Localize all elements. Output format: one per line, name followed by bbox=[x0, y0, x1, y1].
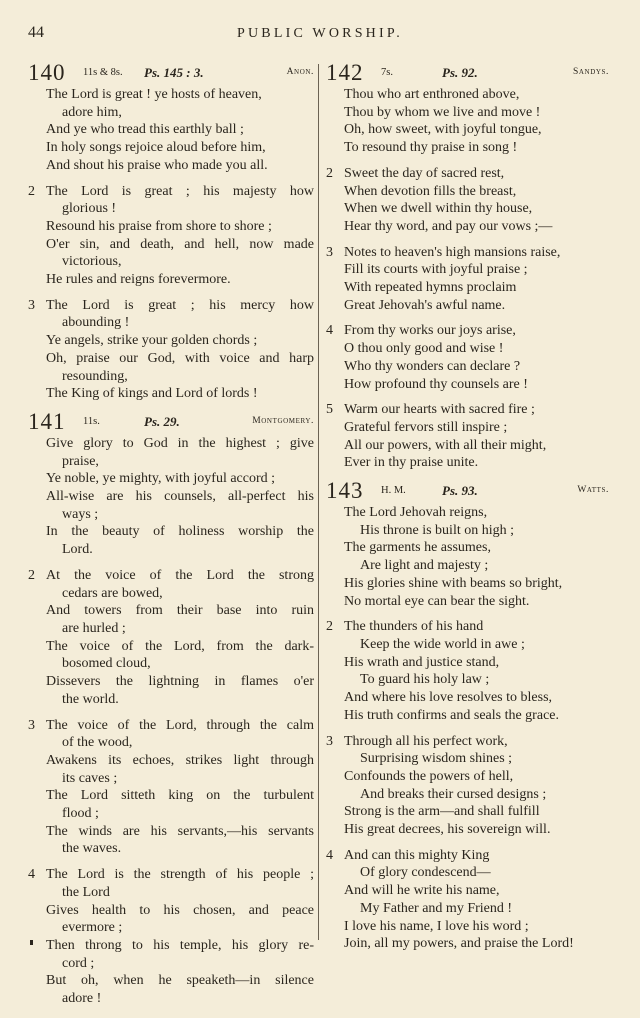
stanza-number: 4 bbox=[326, 323, 333, 339]
verse-line: Oh, how sweet, with joyful tongue, bbox=[344, 122, 542, 138]
verse-line: I love his name, I love his word ; bbox=[344, 918, 529, 934]
verse-line: The Lord is great ! ye hosts of heaven, bbox=[46, 87, 262, 102]
verse-line: To guard his holy law ; bbox=[360, 672, 490, 688]
stanza-number: 3 bbox=[326, 733, 333, 749]
hymn bbox=[326, 60, 609, 472]
verse-line: All-wise are his counsels, all-perfect his bbox=[46, 489, 314, 505]
verse-line: And breaks their cursed designs ; bbox=[360, 786, 547, 802]
verse-line: In holy songs rejoice aloud before him, bbox=[46, 140, 266, 156]
stanza-number: 3 bbox=[326, 244, 333, 260]
verse-line: victorious, bbox=[62, 254, 122, 270]
verse-line: The voice of the Lord, from the dark- bbox=[46, 638, 314, 654]
verse-line: The Lord is great ; his mercy how bbox=[46, 297, 314, 313]
verse-line: Dissevers the lightning in flames o'er bbox=[46, 674, 314, 690]
hymn-number: 140 bbox=[28, 60, 66, 85]
verse-line: In the beauty of holiness worship the bbox=[46, 524, 314, 540]
verse-line: When we dwell within thy house, bbox=[344, 201, 533, 217]
verse-line: Notes to heaven's high mansions raise, bbox=[344, 244, 561, 260]
verse-line: And where his love resolves to bless, bbox=[344, 690, 553, 706]
scripture-reference: Ps. 29. bbox=[144, 413, 180, 429]
hymn-heading bbox=[28, 60, 314, 85]
verse-line: Keep the wide world in awe ; bbox=[360, 636, 525, 652]
verse-line: Fill its courts with joyful praise ; bbox=[344, 262, 528, 278]
hymn-number: 142 bbox=[326, 60, 364, 85]
verse-line: are hurled ; bbox=[62, 620, 126, 636]
verse-line: Oh, praise our God, with voice and harp bbox=[46, 350, 314, 366]
stanza bbox=[326, 165, 609, 236]
stanza bbox=[28, 183, 314, 289]
verse-line: O'er sin, and death, and hell, now made bbox=[46, 236, 314, 252]
verse-line: The King of kings and Lord of lords ! bbox=[46, 386, 258, 402]
verse-line: Thou who art enthroned above, bbox=[344, 87, 520, 102]
stanza-number: 2 bbox=[326, 619, 333, 635]
hymn-author: Montgomery. bbox=[252, 415, 314, 426]
verse-line: Great Jehovah's awful name. bbox=[344, 297, 506, 313]
verse-line: From thy works our joys arise, bbox=[344, 323, 516, 339]
hymn-meter: H. M. bbox=[381, 485, 406, 497]
verse-line: His glories shine with beams so bright, bbox=[344, 575, 563, 591]
margin-mark bbox=[30, 940, 33, 945]
page-header bbox=[28, 24, 612, 44]
stanza bbox=[326, 504, 609, 610]
verse-line: Who thy wonders can declare ? bbox=[344, 358, 521, 374]
verse-line: No mortal eye can bear the sight. bbox=[344, 593, 530, 609]
verse-line: His wrath and justice stand, bbox=[344, 654, 500, 670]
stanza bbox=[28, 567, 314, 709]
verse-line: bosomed cloud, bbox=[62, 656, 151, 672]
verse-line: Are light and majesty ; bbox=[360, 558, 489, 574]
verse-line: His truth confirms and seals the grace. bbox=[344, 707, 559, 723]
stanza bbox=[326, 86, 609, 157]
hymn-meter: 11s. bbox=[83, 415, 100, 427]
scripture-reference: Ps. 93. bbox=[442, 483, 478, 499]
verse-line: the waves. bbox=[62, 841, 122, 857]
verse-line: Through all his perfect work, bbox=[344, 733, 508, 749]
verse-line: At the voice of the Lord the strong bbox=[46, 567, 314, 583]
verse-line: Resound his praise from shore to shore ; bbox=[46, 218, 272, 234]
verse-line: Hear thy word, and pay our vows ;— bbox=[344, 218, 553, 234]
verse-line: Confounds the powers of hell, bbox=[344, 768, 514, 784]
verse-line: The thunders of his hand bbox=[344, 619, 484, 635]
verse-line: ways ; bbox=[62, 506, 99, 522]
verse-line: Give glory to God in the highest ; give bbox=[46, 435, 314, 451]
hymn bbox=[326, 478, 609, 953]
verse-line: Surprising wisdom shines ; bbox=[360, 751, 513, 767]
verse-line: Lord. bbox=[62, 542, 93, 558]
page-number: 44 bbox=[28, 24, 44, 41]
hymn-meter: 11s & 8s. bbox=[83, 67, 123, 78]
verse-line: The Lord is the strength of his people ; bbox=[46, 867, 314, 883]
verse-line: And shout his praise who made you all. bbox=[46, 157, 268, 173]
verse-line: Of glory condescend— bbox=[360, 865, 491, 881]
verse-line: O thou only good and wise ! bbox=[344, 341, 504, 357]
hymn-number: 143 bbox=[326, 478, 364, 504]
verse-line: The Lord is great ; his majesty how bbox=[46, 183, 314, 199]
verse-line: All our powers, with all their might, bbox=[344, 437, 547, 453]
verse-line: Ye noble, ye mighty, with joyful accord ; bbox=[46, 471, 276, 487]
verse-line: The Lord sitteth king on the turbulent bbox=[46, 788, 314, 804]
hymn-heading bbox=[28, 408, 314, 434]
stanza bbox=[28, 717, 314, 859]
stanza bbox=[326, 847, 609, 953]
verse-line: cedars are bowed, bbox=[62, 585, 163, 601]
verse-line: abounding ! bbox=[62, 315, 130, 331]
verse-line: His great decrees, his sovereign will. bbox=[344, 822, 551, 838]
stanza-number: 5 bbox=[326, 402, 333, 418]
scripture-reference: Ps. 92. bbox=[442, 65, 478, 80]
running-head: PUBLIC WORSHIP. bbox=[237, 26, 403, 41]
stanza-number: 3 bbox=[28, 717, 35, 733]
verse-line: flood ; bbox=[62, 806, 99, 822]
stanza-number: 2 bbox=[28, 183, 35, 199]
stanza bbox=[28, 297, 314, 403]
verse-line: When devotion fills the breast, bbox=[344, 183, 517, 199]
stanza bbox=[326, 401, 609, 472]
hymn bbox=[28, 408, 314, 1008]
stanza bbox=[326, 733, 609, 839]
verse-line: But oh, when he speaketh—in silence bbox=[46, 973, 314, 989]
verse-line: How profound thy counsels are ! bbox=[344, 376, 528, 392]
verse-line: Ever in thy praise unite. bbox=[344, 455, 479, 471]
verse-line: adore him, bbox=[62, 104, 122, 120]
verse-line: The voice of the Lord, through the calm bbox=[46, 717, 314, 733]
stanza bbox=[326, 322, 609, 393]
verse-line: cord ; bbox=[62, 955, 95, 971]
verse-line: glorious ! bbox=[62, 201, 117, 217]
verse-line: Ye angels, strike your golden chords ; bbox=[46, 333, 258, 349]
verse-line: My Father and my Friend ! bbox=[360, 900, 513, 916]
hymn bbox=[28, 60, 314, 403]
hymn-heading bbox=[326, 60, 609, 85]
hymn-author: Anon. bbox=[286, 67, 314, 77]
stanza bbox=[326, 618, 609, 724]
verse-line: Strong is the arm—and shall fulfill bbox=[344, 804, 540, 820]
stanza bbox=[326, 244, 609, 315]
verse-line: resounding, bbox=[62, 368, 128, 384]
verse-line: the Lord bbox=[62, 884, 110, 900]
stanza-number: 4 bbox=[28, 867, 35, 883]
verse-line: Grateful fervors still inspire ; bbox=[344, 419, 508, 435]
scripture-reference: Ps. 145 : 3. bbox=[144, 65, 204, 80]
stanza-number: 2 bbox=[326, 165, 333, 181]
left-column bbox=[28, 60, 314, 1018]
verse-line: The winds are his servants,—his servants bbox=[46, 823, 314, 839]
hymn-author: Sandys. bbox=[573, 67, 609, 77]
verse-line: And towers from their base into ruin bbox=[46, 603, 314, 619]
verse-line: To resound thy praise in song ! bbox=[344, 140, 518, 156]
verse-line: Sweet the day of sacred rest, bbox=[344, 165, 505, 181]
stanza-number: 2 bbox=[28, 567, 35, 583]
verse-line: its caves ; bbox=[62, 770, 118, 786]
stanza-number: 4 bbox=[326, 847, 333, 863]
verse-line: evermore ; bbox=[62, 920, 123, 936]
verse-line: The garments he assumes, bbox=[344, 540, 491, 556]
verse-line: Then throng to his temple, his glory re- bbox=[46, 937, 314, 953]
column-divider bbox=[318, 64, 319, 940]
verse-line: the world. bbox=[62, 691, 119, 707]
right-column bbox=[326, 60, 609, 963]
verse-line: Awakens its echoes, strikes light through bbox=[46, 752, 314, 768]
verse-line: The Lord Jehovah reigns, bbox=[344, 505, 488, 521]
stanza bbox=[28, 866, 314, 1008]
verse-line: Gives health to his chosen, and peace bbox=[46, 902, 314, 918]
stanza bbox=[28, 86, 314, 175]
stanza-number: 3 bbox=[28, 297, 35, 313]
verse-line: Warm our hearts with sacred fire ; bbox=[344, 402, 535, 418]
hymn-meter: 7s. bbox=[381, 67, 393, 78]
verse-line: And ye who tread this earthly ball ; bbox=[46, 122, 244, 138]
verse-line: And can this mighty King bbox=[344, 847, 490, 863]
verse-line: praise, bbox=[62, 453, 99, 469]
verse-line: And will he write his name, bbox=[344, 883, 500, 899]
hymn-author: Watts. bbox=[577, 485, 609, 496]
verse-line: His throne is built on high ; bbox=[360, 522, 514, 538]
verse-line: adore ! bbox=[62, 991, 102, 1007]
verse-line: Join, all my powers, and praise the Lord! bbox=[344, 936, 574, 952]
stanza bbox=[28, 435, 314, 559]
hymn-heading bbox=[326, 478, 609, 504]
hymn-number: 141 bbox=[28, 408, 66, 434]
verse-line: of the wood, bbox=[62, 735, 133, 751]
verse-line: Thou by whom we live and move ! bbox=[344, 104, 541, 120]
verse-line: He rules and reigns forevermore. bbox=[46, 272, 231, 288]
verse-line: With repeated hymns proclaim bbox=[344, 280, 517, 296]
